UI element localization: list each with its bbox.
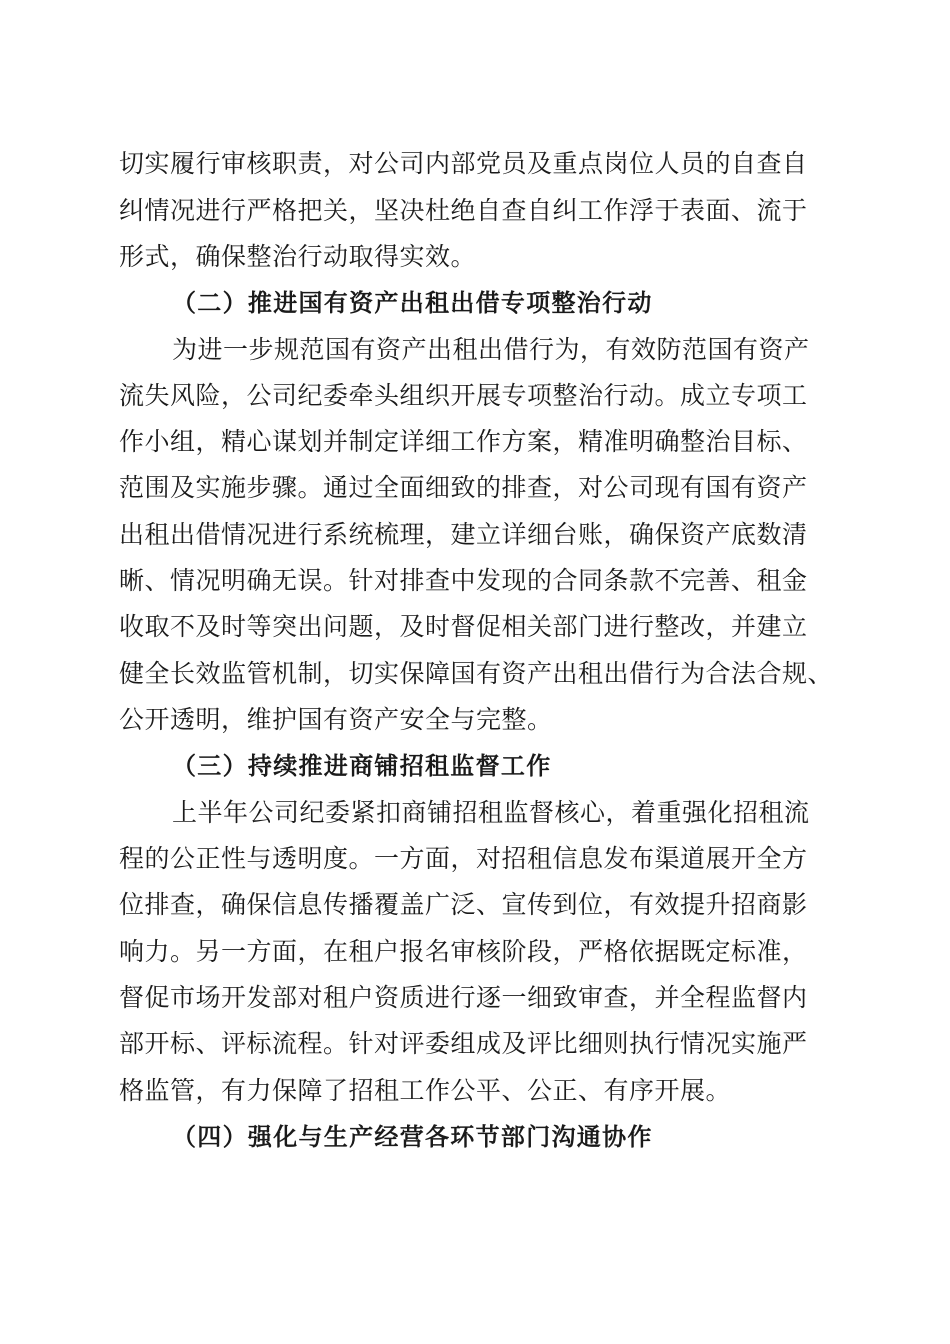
paragraph-line: 程的公正性与透明度。一方面，对招租信息发布渠道展开全方 bbox=[119, 844, 808, 873]
paragraph-line: 收取不及时等突出问题，及时督促相关部门进行整改，并建立 bbox=[119, 612, 808, 641]
paragraph-line: 部开标、评标流程。针对评委组成及评比细则执行情况实施严 bbox=[119, 1029, 808, 1058]
paragraph-line: 纠情况进行严格把关，坚决杜绝自查自纠工作浮于表面、流于 bbox=[119, 196, 808, 225]
paragraph-line: 为进一步规范国有资产出租出借行为，有效防范国有资产 bbox=[172, 335, 810, 364]
section-heading-2: （二）推进国有资产出租出借专项整治行动 bbox=[172, 289, 653, 317]
paragraph-line: 作小组，精心谋划并制定详细工作方案，精准明确整治目标、 bbox=[119, 427, 808, 456]
paragraph-line: 格监管，有力保障了招租工作公平、公正、有序开展。 bbox=[119, 1076, 732, 1105]
paragraph-line: 上半年公司纪委紧扣商铺招租监督核心，着重强化招租流 bbox=[172, 798, 810, 827]
paragraph-line: 流失风险，公司纪委牵头组织开展专项整治行动。成立专项工 bbox=[119, 381, 808, 410]
paragraph-line: 位排查，确保信息传播覆盖广泛、宣传到位，有效提升招商影 bbox=[119, 890, 808, 919]
paragraph-line: 形式，确保整治行动取得实效。 bbox=[119, 242, 477, 271]
paragraph-line: 晰、情况明确无误。针对排查中发现的合同条款不完善、租金 bbox=[119, 566, 808, 595]
paragraph-line: 切实履行审核职责，对公司内部党员及重点岗位人员的自查自 bbox=[119, 149, 808, 178]
section-heading-3: （三）持续推进商铺招租监督工作 bbox=[172, 752, 552, 780]
paragraph-line: 出租出借情况进行系统梳理，建立详细台账，确保资产底数清 bbox=[119, 520, 808, 549]
section-heading-4: （四）强化与生产经营各环节部门沟通协作 bbox=[172, 1123, 653, 1151]
paragraph-line: 督促市场开发部对租户资质进行逐一细致审查，并全程监督内 bbox=[119, 983, 808, 1012]
paragraph-line: 响力。另一方面，在租户报名审核阶段，严格依据既定标准， bbox=[119, 937, 808, 966]
paragraph-line: 健全长效监管机制，切实保障国有资产出租出借行为合法合规、 bbox=[119, 659, 834, 688]
paragraph-line: 公开透明，维护国有资产安全与完整。 bbox=[119, 705, 553, 734]
paragraph-line: 范围及实施步骤。通过全面细致的排查，对公司现有国有资产 bbox=[119, 473, 808, 502]
